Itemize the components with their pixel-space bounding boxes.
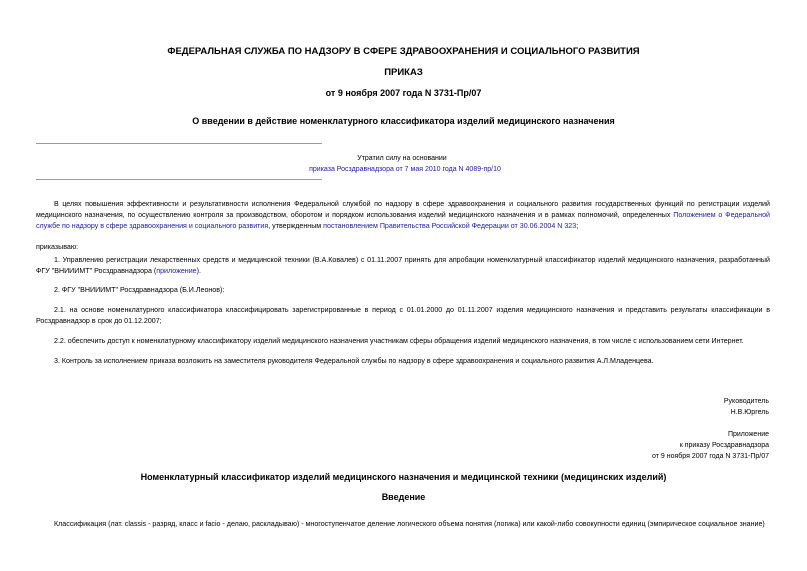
- preamble-paragraph: [36, 199, 770, 232]
- classifier-title: Номенклатурный классификатор изделий медицинского назначения и медицинской техники (медицинских изделий): [140, 472, 667, 482]
- introduction-heading: Введение: [381, 492, 426, 502]
- appendix-label: Приложение: [727, 431, 769, 438]
- preamble-text-start: В целях повышения эффективности и результативности исполнения Федеральной службой по надзору в сфере здравоохранения и социального развития государственных функций по регистрации изделий медицинского назначения, по осуществлению контроля за производством, оборотом и порядком использования изделий медицинского назначения и в рамках полномочий, определенных: [36, 200, 770, 219]
- status-top-rule: [36, 143, 322, 144]
- item-1: [36, 255, 770, 277]
- appendix-to-order: к приказу Росздравнадзора: [679, 442, 769, 449]
- doc-type-heading: ПРИКАЗ: [384, 67, 423, 78]
- item-1-text: 1. Управлению регистрации лекарственных средств и медицинской техники (В.А.Ковалев) с 01.11.2007 принять для апробации номенклатурный классификатор изделий медицинского назначения, разработанный ФГУ "ВНИИИМТ" Росздравнадзора (: [36, 256, 770, 275]
- appendix-date-number: от 9 ноября 2007 года N 3731-Пр/07: [652, 453, 769, 460]
- item-2: 2. ФГУ "ВНИИИМТ" Росздравнадзора (Б.И.Леонов):: [54, 286, 225, 294]
- signature-role: Руководитель: [723, 398, 769, 405]
- item-1-end: ).: [196, 267, 201, 275]
- order-word: приказываю:: [36, 243, 79, 251]
- item-2-1: 2.1. на основе номенклатурного классификатора классифицировать зарегистрированные в период с 01.01.2000 до 01.11.2007 изделия медицинского назначения и представить результаты классификации в Росздравнадзор в срок до 01.12.2007;: [36, 306, 770, 325]
- preamble-text-mid: , утвержденным: [268, 222, 324, 230]
- status-note-label: Утратил силу на основании: [357, 155, 447, 162]
- signature-name: Н.В.Юргель: [730, 409, 769, 416]
- order-date-number: от 9 ноября 2007 года N 3731-Пр/07: [325, 88, 482, 98]
- government-decree-link[interactable]: постановлением Правительства Российской Федерации от 30.06.2004 N 323: [323, 222, 577, 230]
- order-subject: О введении в действие номенклатурного классификатора изделий медицинского назначения: [192, 116, 615, 126]
- appendix-link[interactable]: приложение: [156, 267, 197, 275]
- repeal-order-link[interactable]: приказа Росздравнадзора от 7 мая 2010 года N 4089-пр/10: [309, 166, 501, 173]
- introduction-paragraph: Классификация (лат. classis - разряд, класс и facio - делаю, раскладываю) - многоступенчатое деление логического объема понятия (логика) или какой-либо совокупности единиц (эмпирическое социальное знание): [54, 520, 765, 528]
- status-bottom-rule: [36, 179, 322, 180]
- agency-heading: ФЕДЕРАЛЬНАЯ СЛУЖБА ПО НАДЗОРУ В СФЕРЕ ЗДРАВООХРАНЕНИЯ И СОЦИАЛЬНОГО РАЗВИТИЯ: [167, 46, 640, 57]
- item-2-2: 2.2. обеспечить доступ к номенклатурному классификатору изделий медицинского назначения участникам сферы обращения изделий медицинского назначения, в том числе с использованием сети Интернет.: [54, 337, 744, 345]
- item-3: 3. Контроль за исполнением приказа возложить на заместителя руководителя Федеральной службы по надзору в сфере здравоохранения и социального развития А.Л.Младенцева.: [54, 357, 654, 365]
- preamble-text-end: ;: [576, 222, 579, 230]
- regulation-link[interactable]: Положением о Федеральной службе по надзору в сфере здравоохранения и социального развития: [36, 211, 770, 230]
